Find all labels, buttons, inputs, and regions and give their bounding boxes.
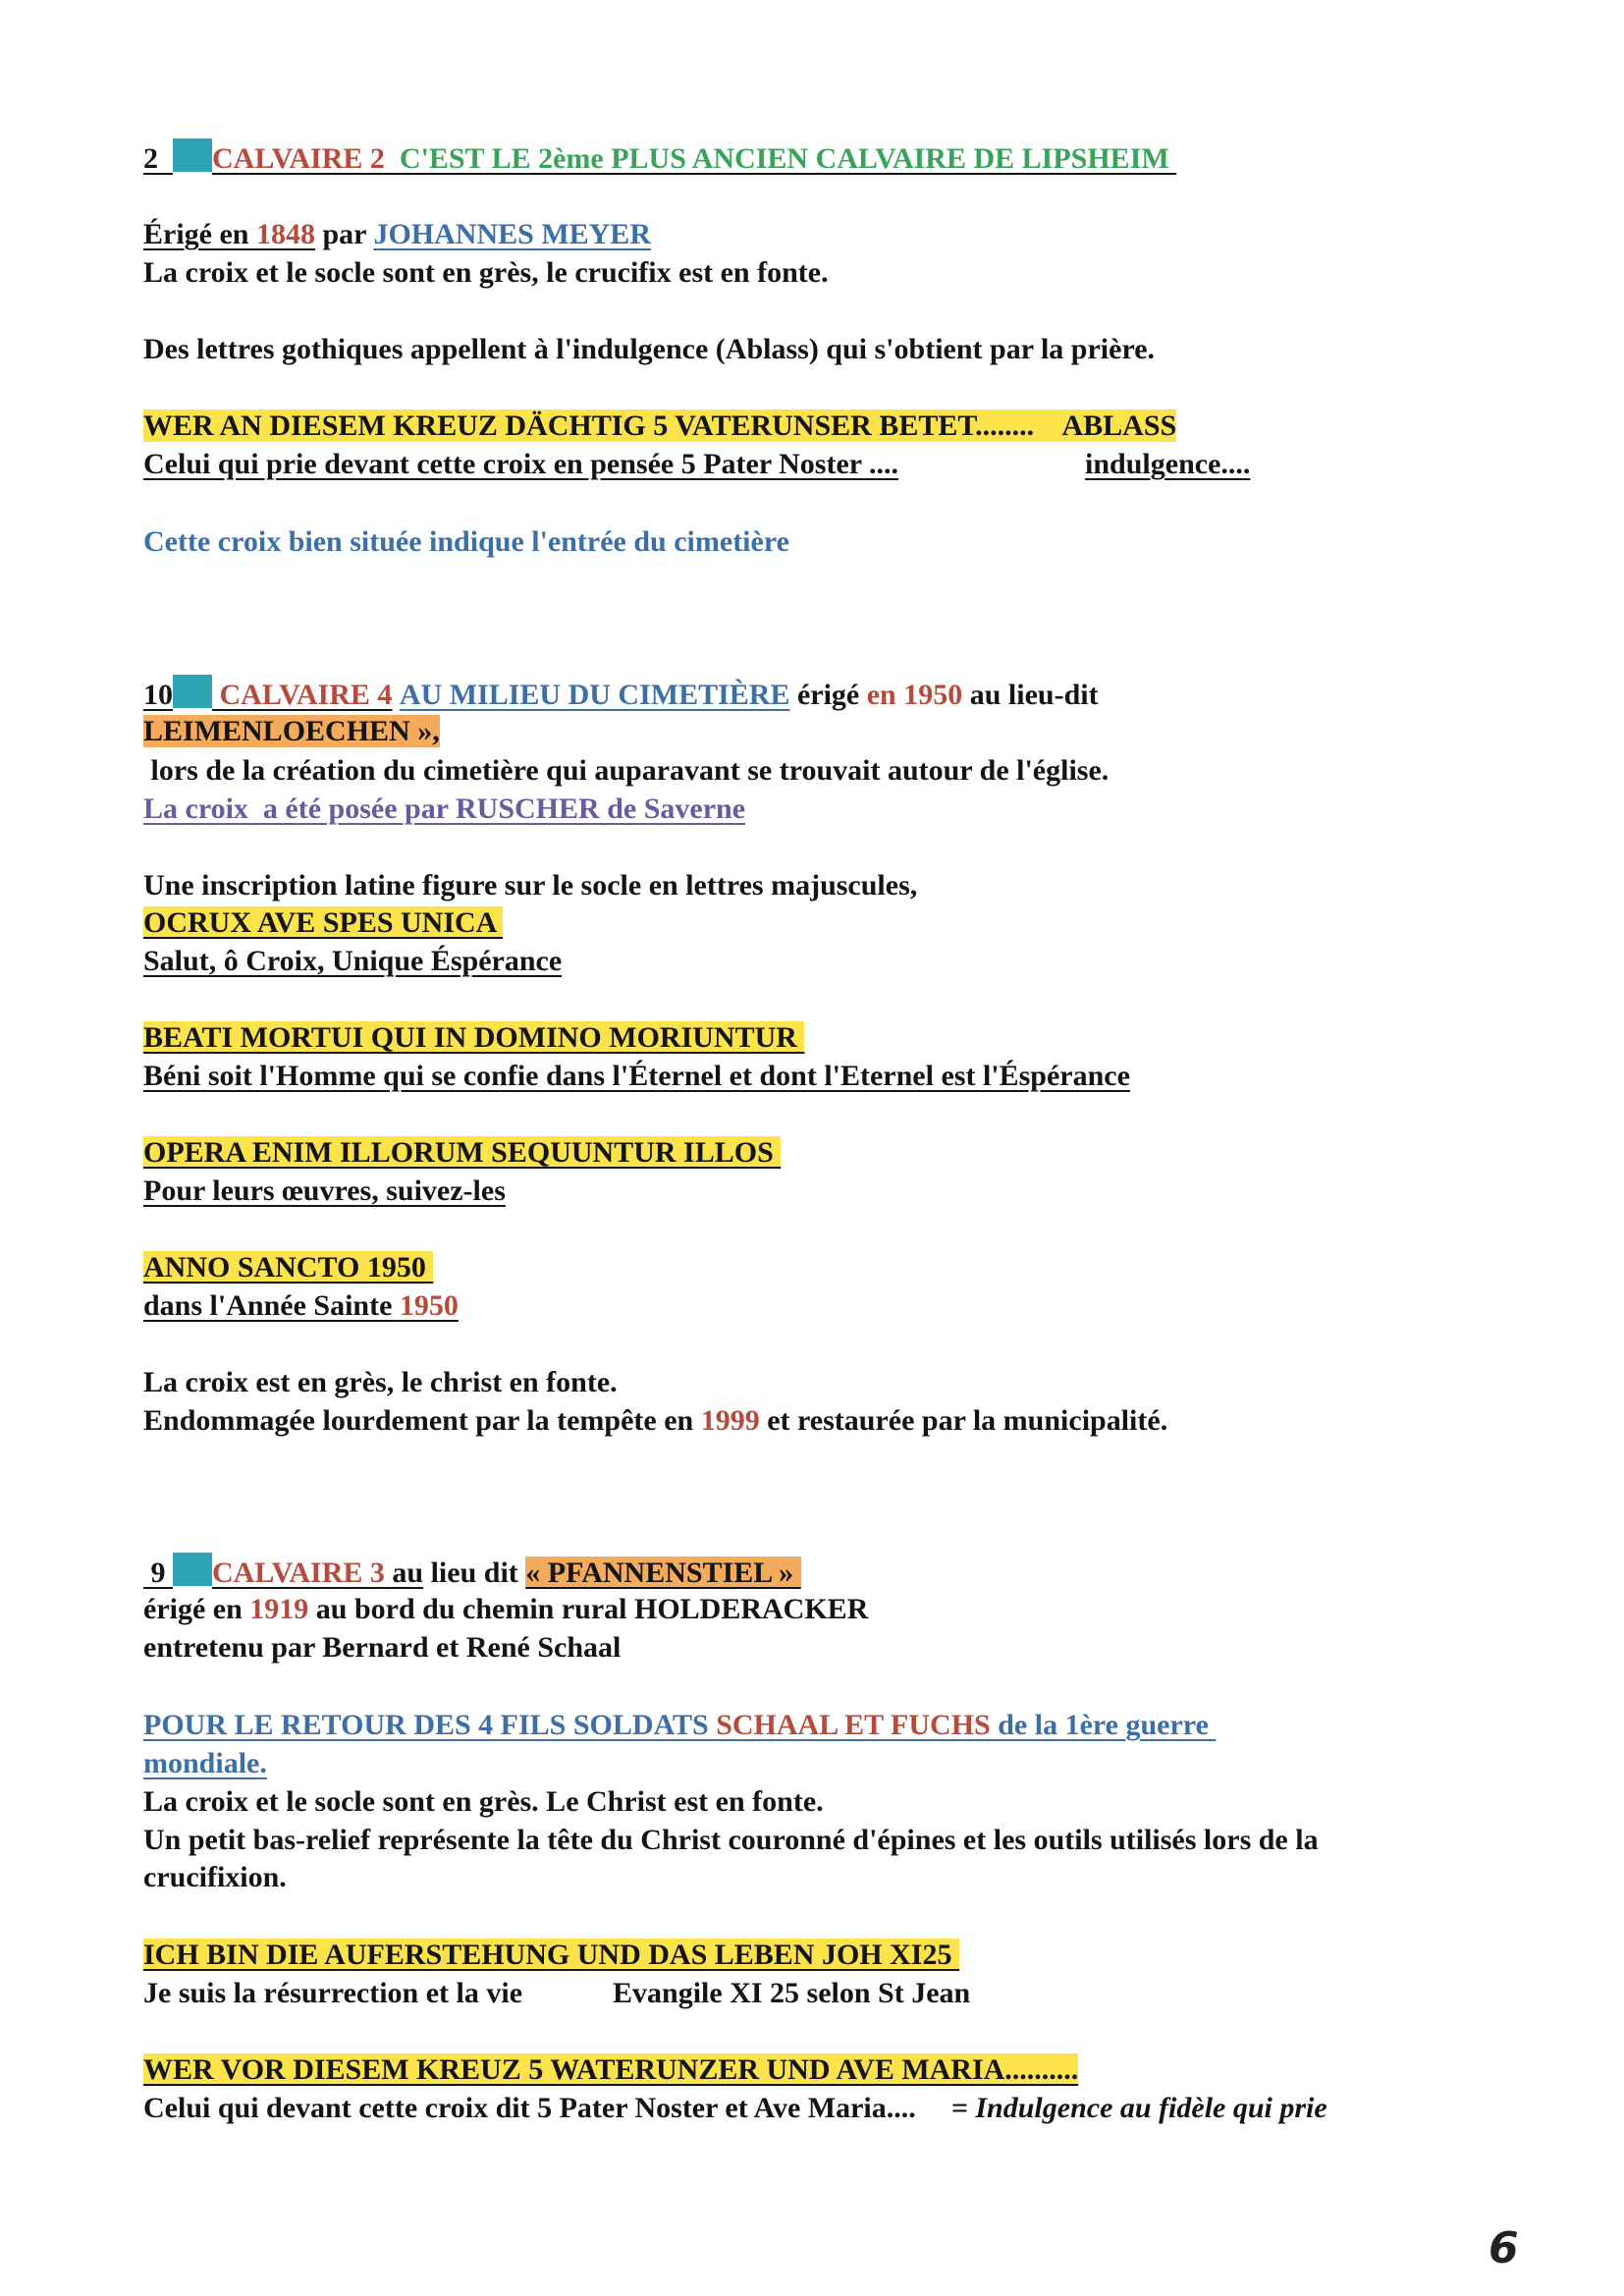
s1-translation: Celui qui prie devant cette croix en pensée 5 Pater Noster .... indulgence.... (143, 448, 1251, 480)
s1-erige-line: Érigé en 1848 par JOHANNES MEYER (143, 218, 651, 250)
s3-pour-line2: mondiale. (143, 1747, 267, 1779)
s1-material: La croix et le socle sont en grès, le crucifix est en fonte. (143, 256, 829, 289)
s2-trans3: Pour leurs œuvres, suivez-les (143, 1175, 506, 1207)
s2-trans2: Béni soit l'Homme qui se confie dans l'Éternel et dont l'Eternel est l'Éspérance (143, 1060, 1130, 1092)
s3-pour-line1: POUR LE RETOUR DES 4 FILS SOLDATS SCHAAL ET FUCHS de la 1ère guerre (143, 1709, 1217, 1741)
teal-marker (173, 1553, 212, 1586)
page-number: 6 (1489, 2223, 1519, 2273)
s2-insc2: BEATI MORTUI QUI IN DOMINO MORIUNTUR (143, 1021, 805, 1054)
s1-location: Cette croix bien située indique l'entrée du cimetière (143, 525, 789, 558)
s1-gothic: Des lettres gothiques appellent à l'indulgence (Ablass) qui s'obtient par la prière. (143, 333, 1156, 365)
s2-posee: La croix a été posée par RUSCHER de Saverne (143, 793, 746, 825)
s2-heading: 10 CALVAIRE 4 AU MILIEU DU CIMETIÈRE érigé en 1950 au lieu-dit (143, 675, 1099, 714)
s2-storm: Endommagée lourdement par la tempête en 1999 et restaurée par la municipalité. (143, 1404, 1168, 1437)
s2-lieu-name: LEIMENLOECHEN », (143, 715, 440, 747)
s3-entretenu: entretenu par Bernard et René Schaal (143, 1631, 622, 1664)
s1-heading-underlined: 2 CALVAIRE 2 C'EST LE 2ème PLUS ANCIEN CALVAIRE DE LIPSHEIM (143, 142, 1176, 175)
s3-insc2: WER VOR DIESEM KREUZ 5 WATERUNZER UND AVE MARIA.......... (143, 2053, 1079, 2086)
s2-latin-intro: Une inscription latine figure sur le socle en lettres majuscules, (143, 869, 918, 902)
s2-insc1: OCRUX AVE SPES UNICA (143, 906, 504, 939)
s2-insc4: ANNO SANCTO 1950 (143, 1251, 434, 1284)
s2-trans1: Salut, ô Croix, Unique Éspérance (143, 945, 563, 977)
s1-inscription: WER AN DIESEM KREUZ DÄCHTIG 5 VATERUNSER BETET........ ABLASS (143, 410, 1177, 442)
teal-marker (173, 675, 212, 708)
s2-trans4: dans l'Année Sainte 1950 (143, 1289, 459, 1322)
s2-creation: lors de la création du cimetière qui auparavant se trouvait autour de l'église. (143, 754, 1110, 787)
s3-heading: 9 CALVAIRE 3 au lieu dit « PFANNENSTIEL » (143, 1553, 801, 1592)
s3-relief-line2: crucifixion. (143, 1861, 287, 1893)
s3-material: La croix et le socle sont en grès. Le Christ est en fonte. (143, 1785, 824, 1818)
s2-material: La croix est en grès, le christ en fonte. (143, 1366, 618, 1398)
s3-insc1: ICH BIN DIE AUFERSTEHUNG UND DAS LEBEN JOH XI25 (143, 1939, 959, 1971)
s3-relief-line1: Un petit bas-relief représente la tête du Christ couronné d'épines et les outils utilisés lors de la (143, 1824, 1319, 1856)
s2-insc3: OPERA ENIM ILLORUM SEQUUNTUR ILLOS (143, 1136, 782, 1169)
s3-erige: érigé en 1919 au bord du chemin rural HOLDERACKER (143, 1593, 869, 1625)
s3-trans1: Je suis la résurrection et la vie Evangile XI 25 selon St Jean (143, 1977, 971, 2009)
s1-heading (143, 138, 1176, 178)
teal-marker (173, 138, 212, 172)
s3-trans2: Celui qui devant cette croix dit 5 Pater Noster et Ave Maria.... = Indulgence au fidèle qui prie (143, 2092, 1327, 2124)
